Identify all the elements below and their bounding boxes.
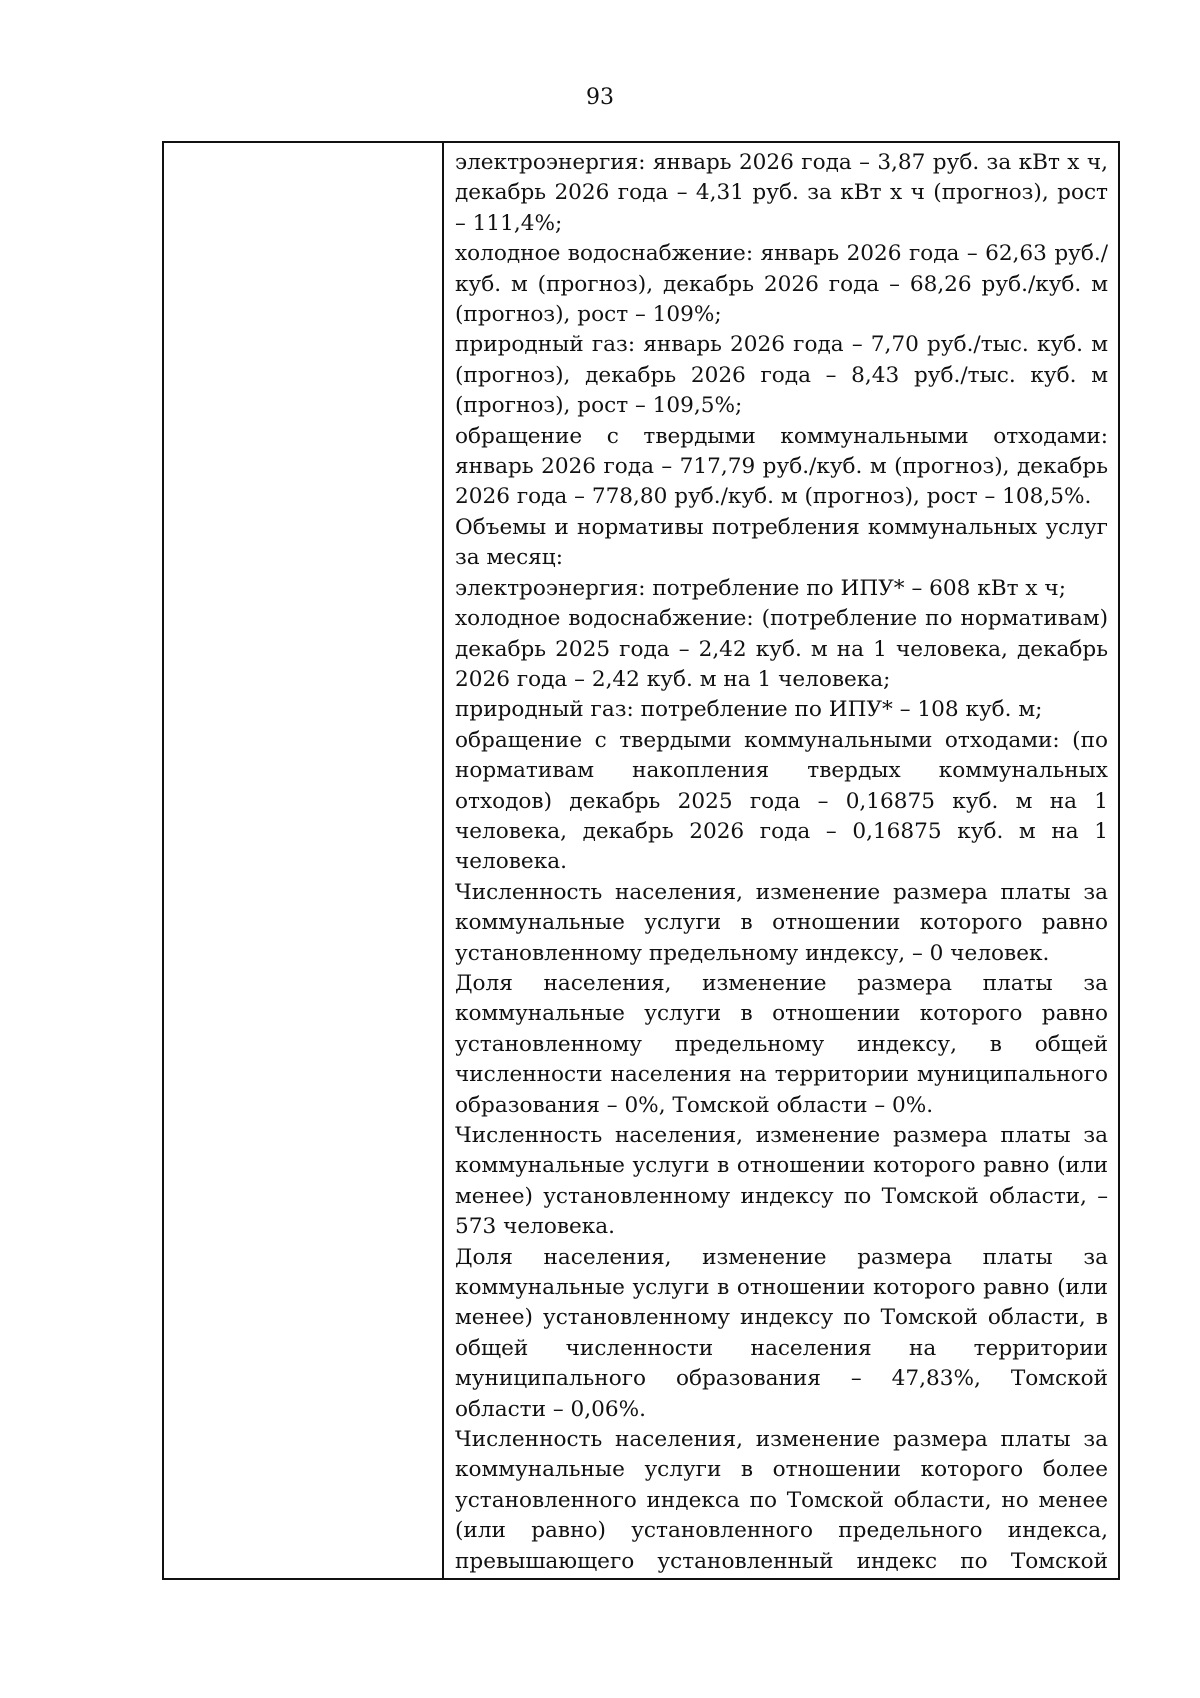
paragraph-population-above-index: Численность населения, изменение размера платы за коммунальные услуги в отношении которого более установленного индекса по Томской области, но менее (или равно) установленного предельного индекса, превышающего установленный индекс по Томской (455, 1427, 1108, 1574)
paragraph-share-regional-index: Доля населения, изменение размера платы за коммунальные услуги в отношении которого равно (или менее) установленному индексу по Томской области, в общей численности населения на территории муниципального образования – 47,83%, Томской области – 0,06%. (455, 1244, 1108, 1422)
paragraph-population-regional-index: Численность населения, изменение размера платы за коммунальные услуги в отношении которого равно (или менее) установленному индексу по Томской области, – 573 человека. (455, 1123, 1108, 1240)
paragraph-cold-water-tariff: холодное водоснабжение: январь 2026 года – 62,63 руб./куб. м (прогноз), декабрь 2026 года – 68,26 руб./куб. м (прогноз), рост – 109%; (455, 241, 1108, 328)
table-cell-right (444, 143, 1118, 1578)
table-cell-left (164, 143, 444, 1578)
paragraph-electricity-consumption: электроэнергия: потребление по ИПУ* – 608 кВт х ч; (455, 575, 1066, 601)
content-table (162, 141, 1120, 1580)
paragraph-waste-consumption: обращение с твердыми коммунальными отходами: (по нормативам накопления твердых коммунальных отходов) декабрь 2025 года – 0,16875 куб. м на 1 человека, декабрь 2026 года – 0,16875 куб. м на 1 человека. (455, 727, 1108, 875)
paragraph-volumes-heading: Объемы и нормативы потребления коммунальных услуг за месяц: (455, 514, 1108, 571)
page-number: 93 (586, 85, 614, 110)
paragraph-cold-water-consumption: холодное водоснабжение: (потребление по нормативам) декабрь 2025 года – 2,42 куб. м на 1 человека, декабрь 2026 года – 2,42 куб. м на 1 человека; (455, 606, 1108, 692)
paragraph-share-limit-index: Доля населения, изменение размера платы за коммунальные услуги в отношении которого равно установленному предельному индексу, в общей численности населения на территории муниципального образования – 0%, Томской области – 0%. (455, 970, 1108, 1118)
paragraph-waste-tariff: обращение с твердыми коммунальными отходами: январь 2026 года – 717,79 руб./куб. м (прогноз), декабрь 2026 года – 778,80 руб./куб. м (прогноз), рост – 108,5%. (455, 423, 1108, 510)
paragraph-electricity-tariff: электроэнергия: январь 2026 года – 3,87 руб. за кВт х ч, декабрь 2026 года – 4,31 руб. за кВт х ч (прогноз), рост – 111,4%; (455, 150, 1108, 236)
paragraph-gas-consumption: природный газ: потребление по ИПУ* – 108 куб. м; (455, 697, 1043, 723)
paragraph-gas-tariff: природный газ: январь 2026 года – 7,70 руб./тыс. куб. м (прогноз), декабрь 2026 года – 8,43 руб./тыс. куб. м (прогноз), рост – 109,5%; (455, 332, 1108, 419)
paragraph-population-limit-index: Численность населения, изменение размера платы за коммунальные услуги в отношении которого равно установленному предельному индексу, – 0 человек. (455, 879, 1108, 966)
